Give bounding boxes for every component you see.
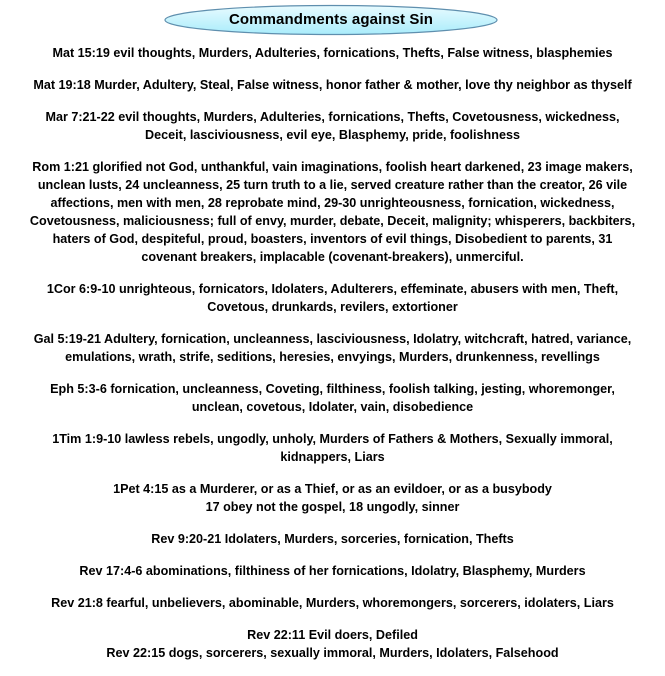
scripture-line: Rev 22:11 Evil doers, Defiled (247, 628, 418, 642)
scripture-entry (0, 530, 665, 548)
scripture-line: Rev 17:4-6 abominations, filthiness of her fornications, Idolatry, Blasphemy, Murders (79, 564, 586, 578)
scripture-line: 1Tim 1:9-10 lawless rebels, ungodly, unholy, Murders of Fathers & Mothers, Sexually immoral, (52, 432, 613, 446)
scripture-line: Covetousness, maliciousness; full of envy, murder, debate, Deceit, malignity; whisperers, backbiters, (29, 214, 636, 228)
scripture-entry (0, 562, 665, 580)
commandment-list (0, 44, 665, 676)
scripture-entry (0, 594, 665, 612)
scripture-line: unclean lusts, 24 uncleanness, 25 turn truth to a lie, served creature rather than the creator, 26 vile (37, 178, 628, 192)
scripture-line: 1Cor 6:9-10 unrighteous, fornicators, Idolaters, Adulterers, effeminate, abusers with men, Theft, (46, 282, 619, 296)
scripture-line: Rom 1:21 glorified not God, unthankful, vain imaginations, foolish heart darkened, 23 image makers, (32, 160, 633, 174)
scripture-line: Rev 21:8 fearful, unbelievers, abominable, Murders, whoremongers, sorcerers, idolaters, Liars (51, 596, 614, 610)
scripture-entry (0, 76, 665, 94)
scripture-line: Rev 22:15 dogs, sorcerers, sexually immoral, Murders, Idolaters, Falsehood (106, 646, 559, 660)
scripture-line: affections, men with men, 28 reprobate mind, 29-30 unrighteousness, fornication, wickedness, (50, 196, 615, 210)
scripture-line: covenant breakers, implacable (covenant-breakers), unmerciful. (141, 250, 524, 264)
scripture-line: Eph 5:3-6 fornication, uncleanness, Coveting, filthiness, foolish talking, jesting, whoremonger, (50, 382, 615, 396)
scripture-line: Gal 5:19-21 Adultery, fornication, uncleanness, lasciviousness, Idolatry, witchcraft, hatred, variance, (33, 332, 632, 346)
scripture-entry (0, 480, 665, 516)
scripture-entry (0, 380, 665, 416)
scripture-line: 17 obey not the gospel, 18 ungodly, sinner (205, 500, 460, 514)
page-title: Commandments against Sin (228, 11, 434, 28)
scripture-line: Mar 7:21-22 evil thoughts, Murders, Adulteries, fornications, Thefts, Covetousness, wickedness, (45, 110, 620, 124)
scripture-line: kidnappers, Liars (280, 450, 385, 464)
scripture-line: Deceit, lasciviousness, evil eye, Blasphemy, pride, foolishness (145, 128, 520, 142)
scripture-entry (0, 280, 665, 316)
scripture-line: 1Pet 4:15 as a Murderer, or as a Thief, or as an evildoer, or as a busybody (113, 482, 552, 496)
scripture-entry (0, 158, 665, 266)
scripture-line: unclean, covetous, Idolater, vain, disobedience (191, 400, 474, 414)
scripture-line: emulations, wrath, strife, seditions, heresies, envyings, Murders, drunkenness, revellings (65, 350, 600, 364)
scripture-line: Mat 15:19 evil thoughts, Murders, Adulteries, fornications, Thefts, False witness, blasphemies (52, 46, 613, 60)
scripture-entry (0, 626, 665, 662)
scripture-entry (0, 330, 665, 366)
scripture-line: Mat 19:18 Murder, Adultery, Steal, False witness, honor father & mother, love thy neighbor as thyself (33, 78, 632, 92)
scripture-entry (0, 430, 665, 466)
scripture-line: haters of God, despiteful, proud, boasters, inventors of evil things, Disobedient to parents, 31 (52, 232, 613, 246)
title-banner (163, 4, 499, 36)
scripture-line: Rev 9:20-21 Idolaters, Murders, sorceries, fornication, Thefts (151, 532, 514, 546)
scripture-entry (0, 44, 665, 62)
scripture-line: Covetous, drunkards, revilers, extortioner (207, 300, 458, 314)
scripture-entry (0, 108, 665, 144)
